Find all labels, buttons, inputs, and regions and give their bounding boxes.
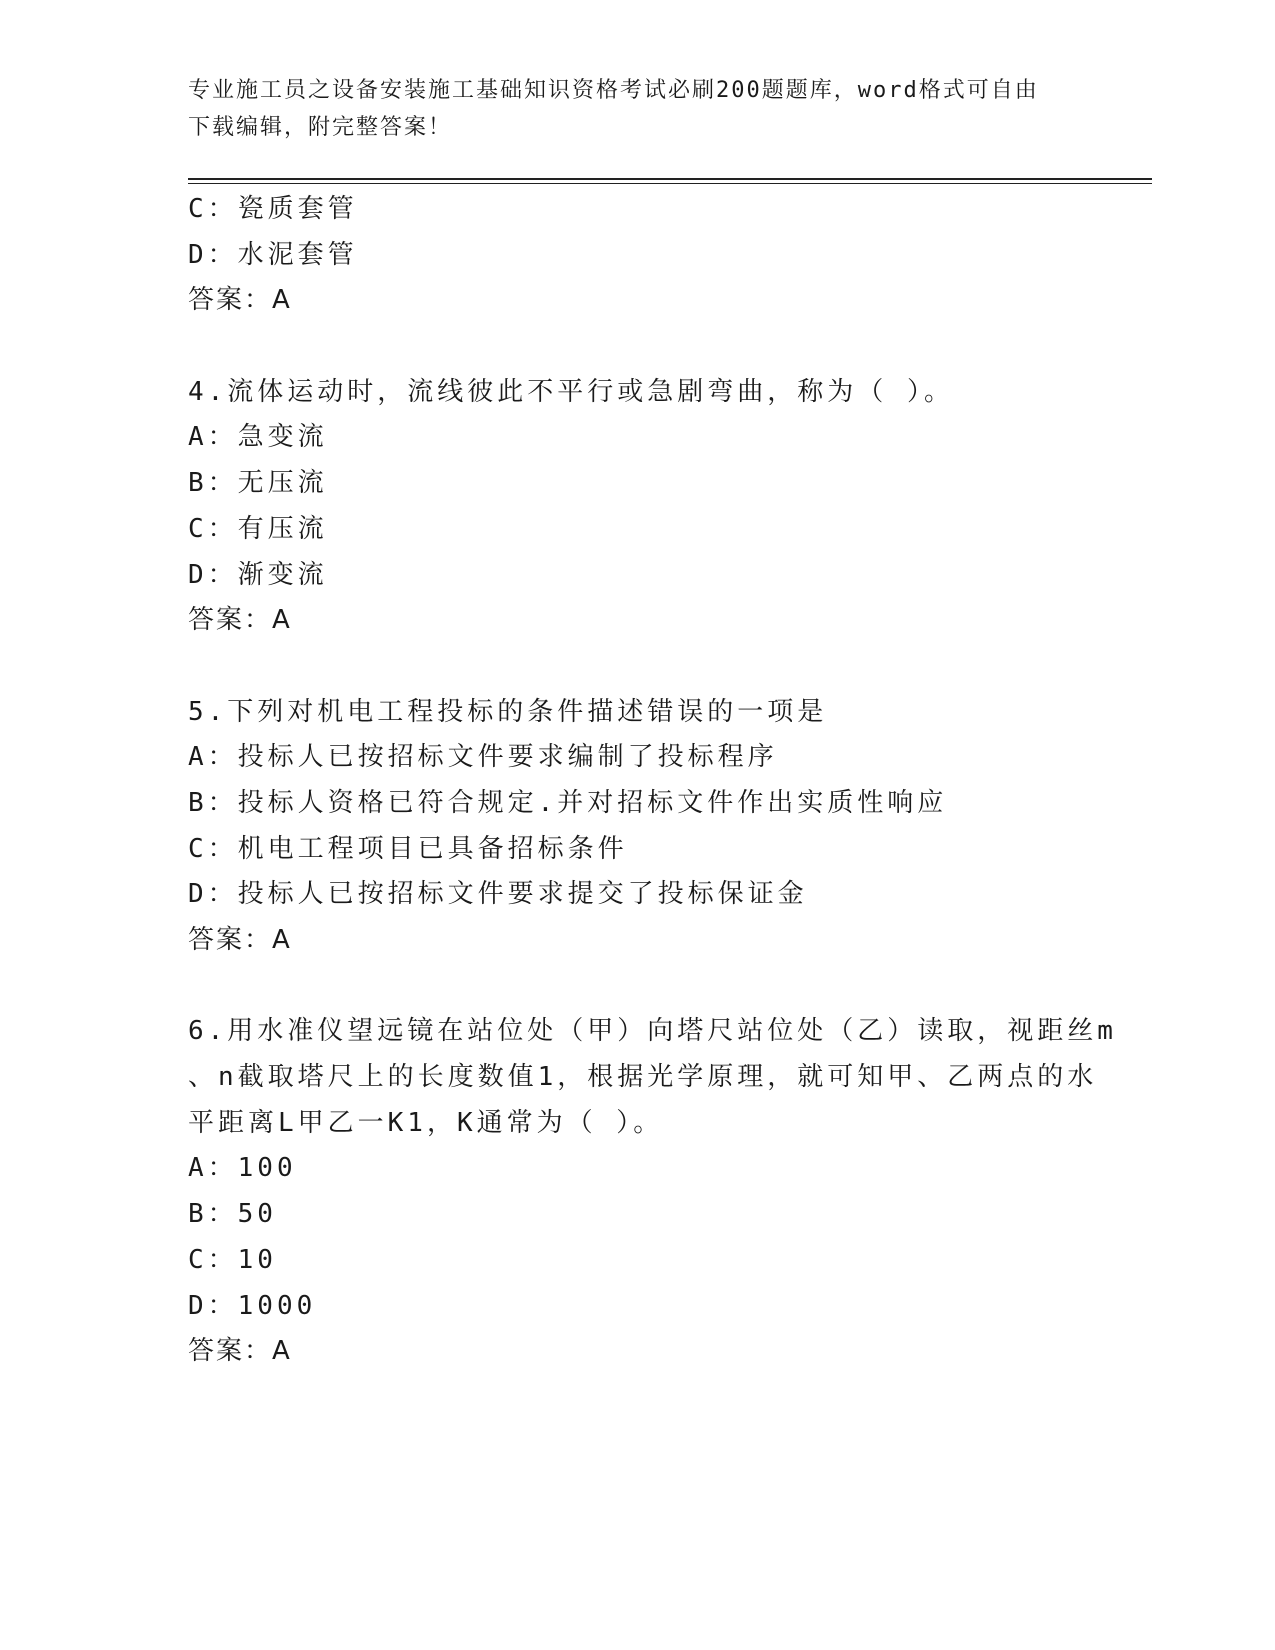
question-text: 5.下列对机电工程投标的条件描述错误的一项是 [188,696,828,727]
question-6 [188,1009,1117,1375]
header-line-1: 专业施工员之设备安装施工基础知识资格考试必刷200题题库，word格式可自由 [188,78,1039,103]
spacer [188,644,1108,690]
option-d: D：水泥套管 [188,239,358,270]
answer-line: 答案：A [188,285,292,316]
option-c: C：有压流 [188,513,328,544]
option-d: D：1000 [188,1290,317,1321]
option-b: B：投标人资格已符合规定.并对招标文件作出实质性响应 [188,787,948,818]
option-a: A：急变流 [188,422,328,453]
question-5 [188,690,1108,964]
header-divider-thin [188,183,1152,184]
option-b: B：50 [188,1199,277,1230]
option-c: C：机电工程项目已具备招标条件 [188,833,628,864]
option-b: B：无压流 [188,468,328,499]
continued-question [188,187,1108,324]
option-d: D：渐变流 [188,559,328,590]
option-a: A：投标人已按招标文件要求编制了投标程序 [188,742,778,773]
header-line-2: 下载编辑，附完整答案！ [188,115,453,140]
question-content [188,187,1117,1375]
option-a: A：100 [188,1153,297,1184]
spacer [188,324,1108,370]
document-header [188,72,1078,146]
answer-line: 答案：A [188,1336,292,1367]
answer-line: 答案：A [188,605,292,636]
question-text-line-1: 6.用水准仪望远镜在站位处（甲）向塔尺站位处（乙）读取，视距丝m [188,1016,1117,1047]
option-c: C：瓷质套管 [188,194,358,224]
question-text-line-3: 平距离L甲乙一K1，K通常为（ ）。 [188,1107,664,1138]
question-text-line-2: 、n截取塔尺上的长度数值1，根据光学原理，就可知甲、乙两点的水 [188,1062,1098,1093]
answer-line: 答案：A [188,925,292,955]
spacer [188,964,1108,1010]
question-4 [188,370,1108,644]
question-text: 4.流体运动时，流线彼此不平行或急剧弯曲，称为（ ）。 [188,376,954,407]
option-c: C：10 [188,1244,277,1275]
header-divider-thick [188,178,1152,180]
option-d: D：投标人已按招标文件要求提交了投标保证金 [188,879,808,910]
